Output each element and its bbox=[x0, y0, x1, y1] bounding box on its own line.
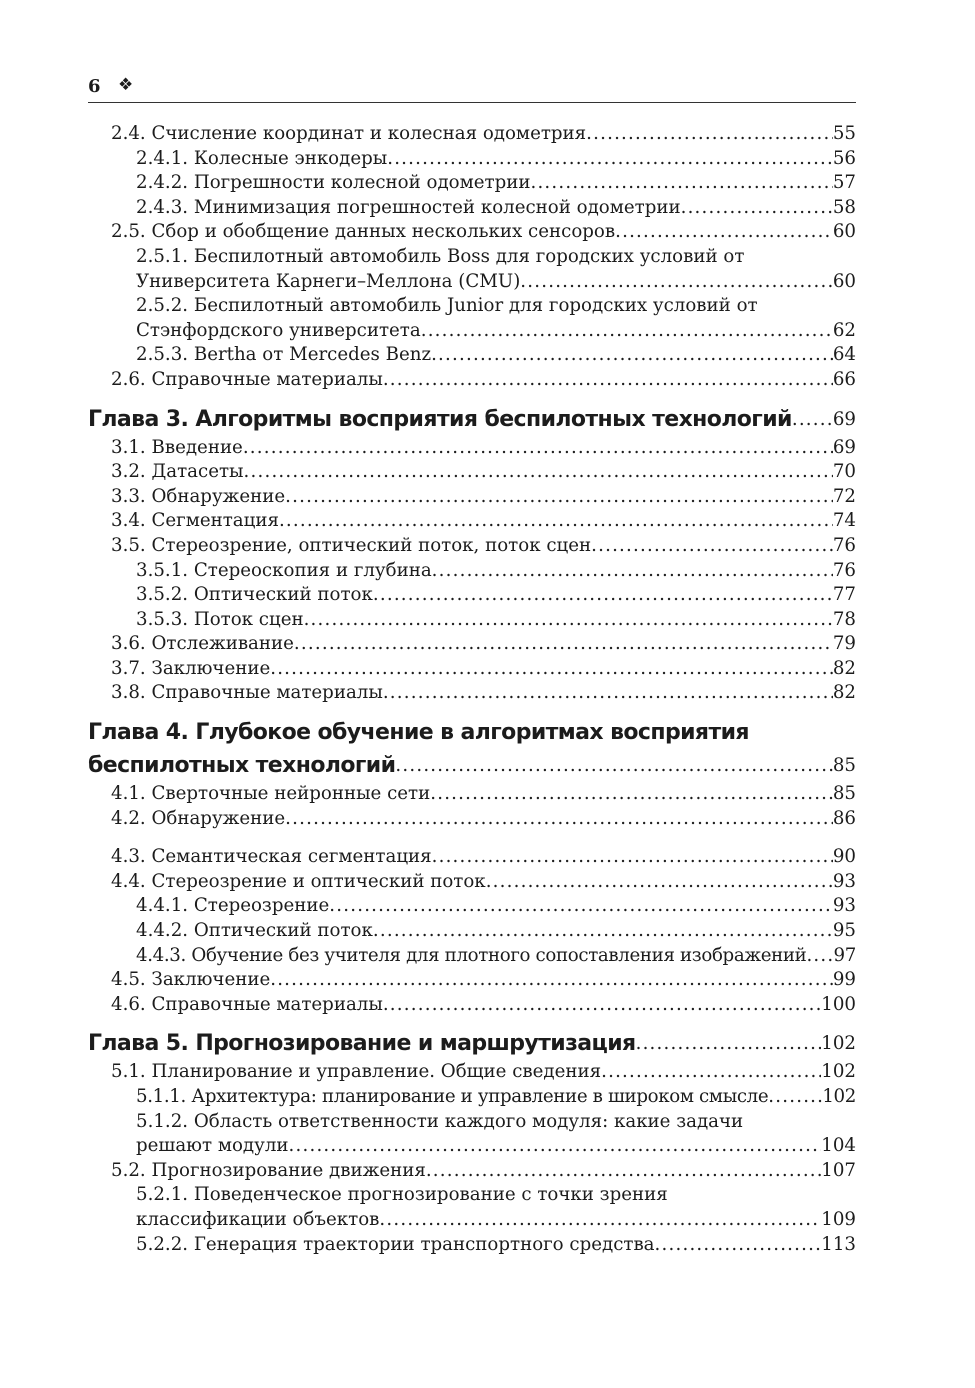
toc-chapter-4-line1[interactable]: Глава 4. Глубокое обучение в алгоритмах восприятия bbox=[88, 720, 749, 746]
toc-entry-3-1[interactable]: 3.1. Введение ..... 69 bbox=[88, 436, 856, 461]
toc-entry-3-8[interactable]: 3.8. Справочные материалы ..... 82 bbox=[88, 681, 856, 706]
toc-entry-3-3[interactable]: 3.3. Обнаружение ..... 72 bbox=[88, 485, 856, 510]
toc-entry-4-1[interactable]: 4.1. Сверточные нейронные сети ..... 85 bbox=[88, 782, 856, 807]
toc-entry-2-4-3[interactable]: 2.4.3. Минимизация погрешностей колесной одометрии ..... 58 bbox=[88, 196, 856, 221]
toc-entry-2-5-1-line1[interactable]: 2.5.1. Беспилотный автомобиль Boss для городских условий от bbox=[136, 245, 745, 267]
running-header bbox=[88, 76, 856, 103]
toc-entry-3-5-1[interactable]: 3.5.1. Стереоскопия и глубина ..... 76 bbox=[88, 559, 856, 584]
toc-entry-3-5-3[interactable]: 3.5.3. Поток сцен ..... 78 bbox=[88, 608, 856, 633]
toc-entry-4-4-2[interactable]: 4.4.2. Оптический поток ..... 95 bbox=[88, 919, 856, 944]
toc-entry-5-1-2-line1[interactable]: 5.1.2. Область ответственности каждого модуля: какие задачи bbox=[136, 1110, 744, 1132]
spacer bbox=[88, 831, 856, 845]
toc-entry-2-5[interactable]: 2.5. Сбор и обобщение данных нескольких сенсоров ..... 60 bbox=[88, 220, 856, 245]
toc-entry-5-1-1[interactable]: 5.1.1. Архитектура: планирование и управление в широком смысле ..... 102 bbox=[88, 1085, 856, 1110]
toc-entry-3-6[interactable]: 3.6. Отслеживание ..... 79 bbox=[88, 632, 856, 657]
toc-entry-4-4-3[interactable]: 4.4.3. Обучение без учителя для плотного сопоставления изображений ..... 97 bbox=[88, 944, 856, 969]
toc-entry-5-1[interactable]: 5.1. Планирование и управление. Общие сведения ..... 102 bbox=[88, 1060, 856, 1085]
toc-entry-4-5[interactable]: 4.5. Заключение ..... 99 bbox=[88, 968, 856, 993]
toc-chapter-3[interactable]: Глава 3. Алгоритмы восприятия беспилотных технологий ..... 69 bbox=[88, 403, 856, 436]
toc-entry-3-2[interactable]: 3.2. Датасеты ..... 70 bbox=[88, 460, 856, 485]
toc-entry-2-5-3[interactable]: 2.5.3. Bertha от Mercedes Benz ..... 64 bbox=[88, 343, 856, 368]
toc-entry-4-3[interactable]: 4.3. Семантическая сегментация ..... 90 bbox=[88, 845, 856, 870]
toc-entry-2-4[interactable]: 2.4. Счисление координат и колесная одометрия ..... 55 bbox=[88, 122, 856, 147]
toc-entry-3-5-2[interactable]: 3.5.2. Оптический поток ..... 77 bbox=[88, 583, 856, 608]
toc-entry-3-7[interactable]: 3.7. Заключение ..... 82 bbox=[88, 657, 856, 682]
toc-chapter-4[interactable]: беспилотных технологий ..... 85 bbox=[88, 749, 856, 782]
toc-entry-4-2[interactable]: 4.2. Обнаружение ..... 86 bbox=[88, 807, 856, 832]
toc-entry-2-5-2-line1[interactable]: 2.5.2. Беспилотный автомобиль Junior для городских условий от bbox=[136, 295, 758, 317]
toc-entry-5-2-1[interactable]: классификации объектов ..... 109 bbox=[88, 1208, 856, 1233]
page-number: 6 bbox=[88, 76, 101, 97]
toc-entry-3-5[interactable]: 3.5. Стереозрение, оптический поток, поток сцен ..... 76 bbox=[88, 534, 856, 559]
toc-entry-5-2-2[interactable]: 5.2.2. Генерация траектории транспортного средства ..... 113 bbox=[88, 1233, 856, 1258]
ornament-icon: ❖ bbox=[118, 75, 134, 95]
toc-entry-4-6[interactable]: 4.6. Справочные материалы ..... 100 bbox=[88, 993, 856, 1018]
toc-entry-2-5-1[interactable]: Университета Карнеги–Меллона (CMU) ..... 60 bbox=[88, 270, 856, 295]
toc-entry-5-1-2[interactable]: решают модули ..... 104 bbox=[88, 1134, 856, 1159]
toc-entry-5-2[interactable]: 5.2. Прогнозирование движения ..... 107 bbox=[88, 1159, 856, 1184]
toc-entry-4-4[interactable]: 4.4. Стереозрение и оптический поток ..... 93 bbox=[88, 870, 856, 895]
toc-entry-5-2-1-line1[interactable]: 5.2.1. Поведенческое прогнозирование с точки зрения bbox=[136, 1184, 668, 1206]
toc-chapter-5[interactable]: Глава 5. Прогнозирование и маршрутизация ..... 102 bbox=[88, 1027, 856, 1060]
toc-entry-2-5-2[interactable]: Стэнфордского университета ..... 62 bbox=[88, 319, 856, 344]
toc-entry-3-4[interactable]: 3.4. Сегментация ..... 74 bbox=[88, 509, 856, 534]
toc-entry-2-4-1[interactable]: 2.4.1. Колесные энкодеры ..... 56 bbox=[88, 147, 856, 172]
toc-entry-2-6[interactable]: 2.6. Справочные материалы ..... 66 bbox=[88, 368, 856, 393]
table-of-contents bbox=[88, 122, 856, 1257]
toc-entry-4-4-1[interactable]: 4.4.1. Стереозрение ..... 93 bbox=[88, 894, 856, 919]
toc-entry-2-4-2[interactable]: 2.4.2. Погрешности колесной одометрии ..... 57 bbox=[88, 171, 856, 196]
